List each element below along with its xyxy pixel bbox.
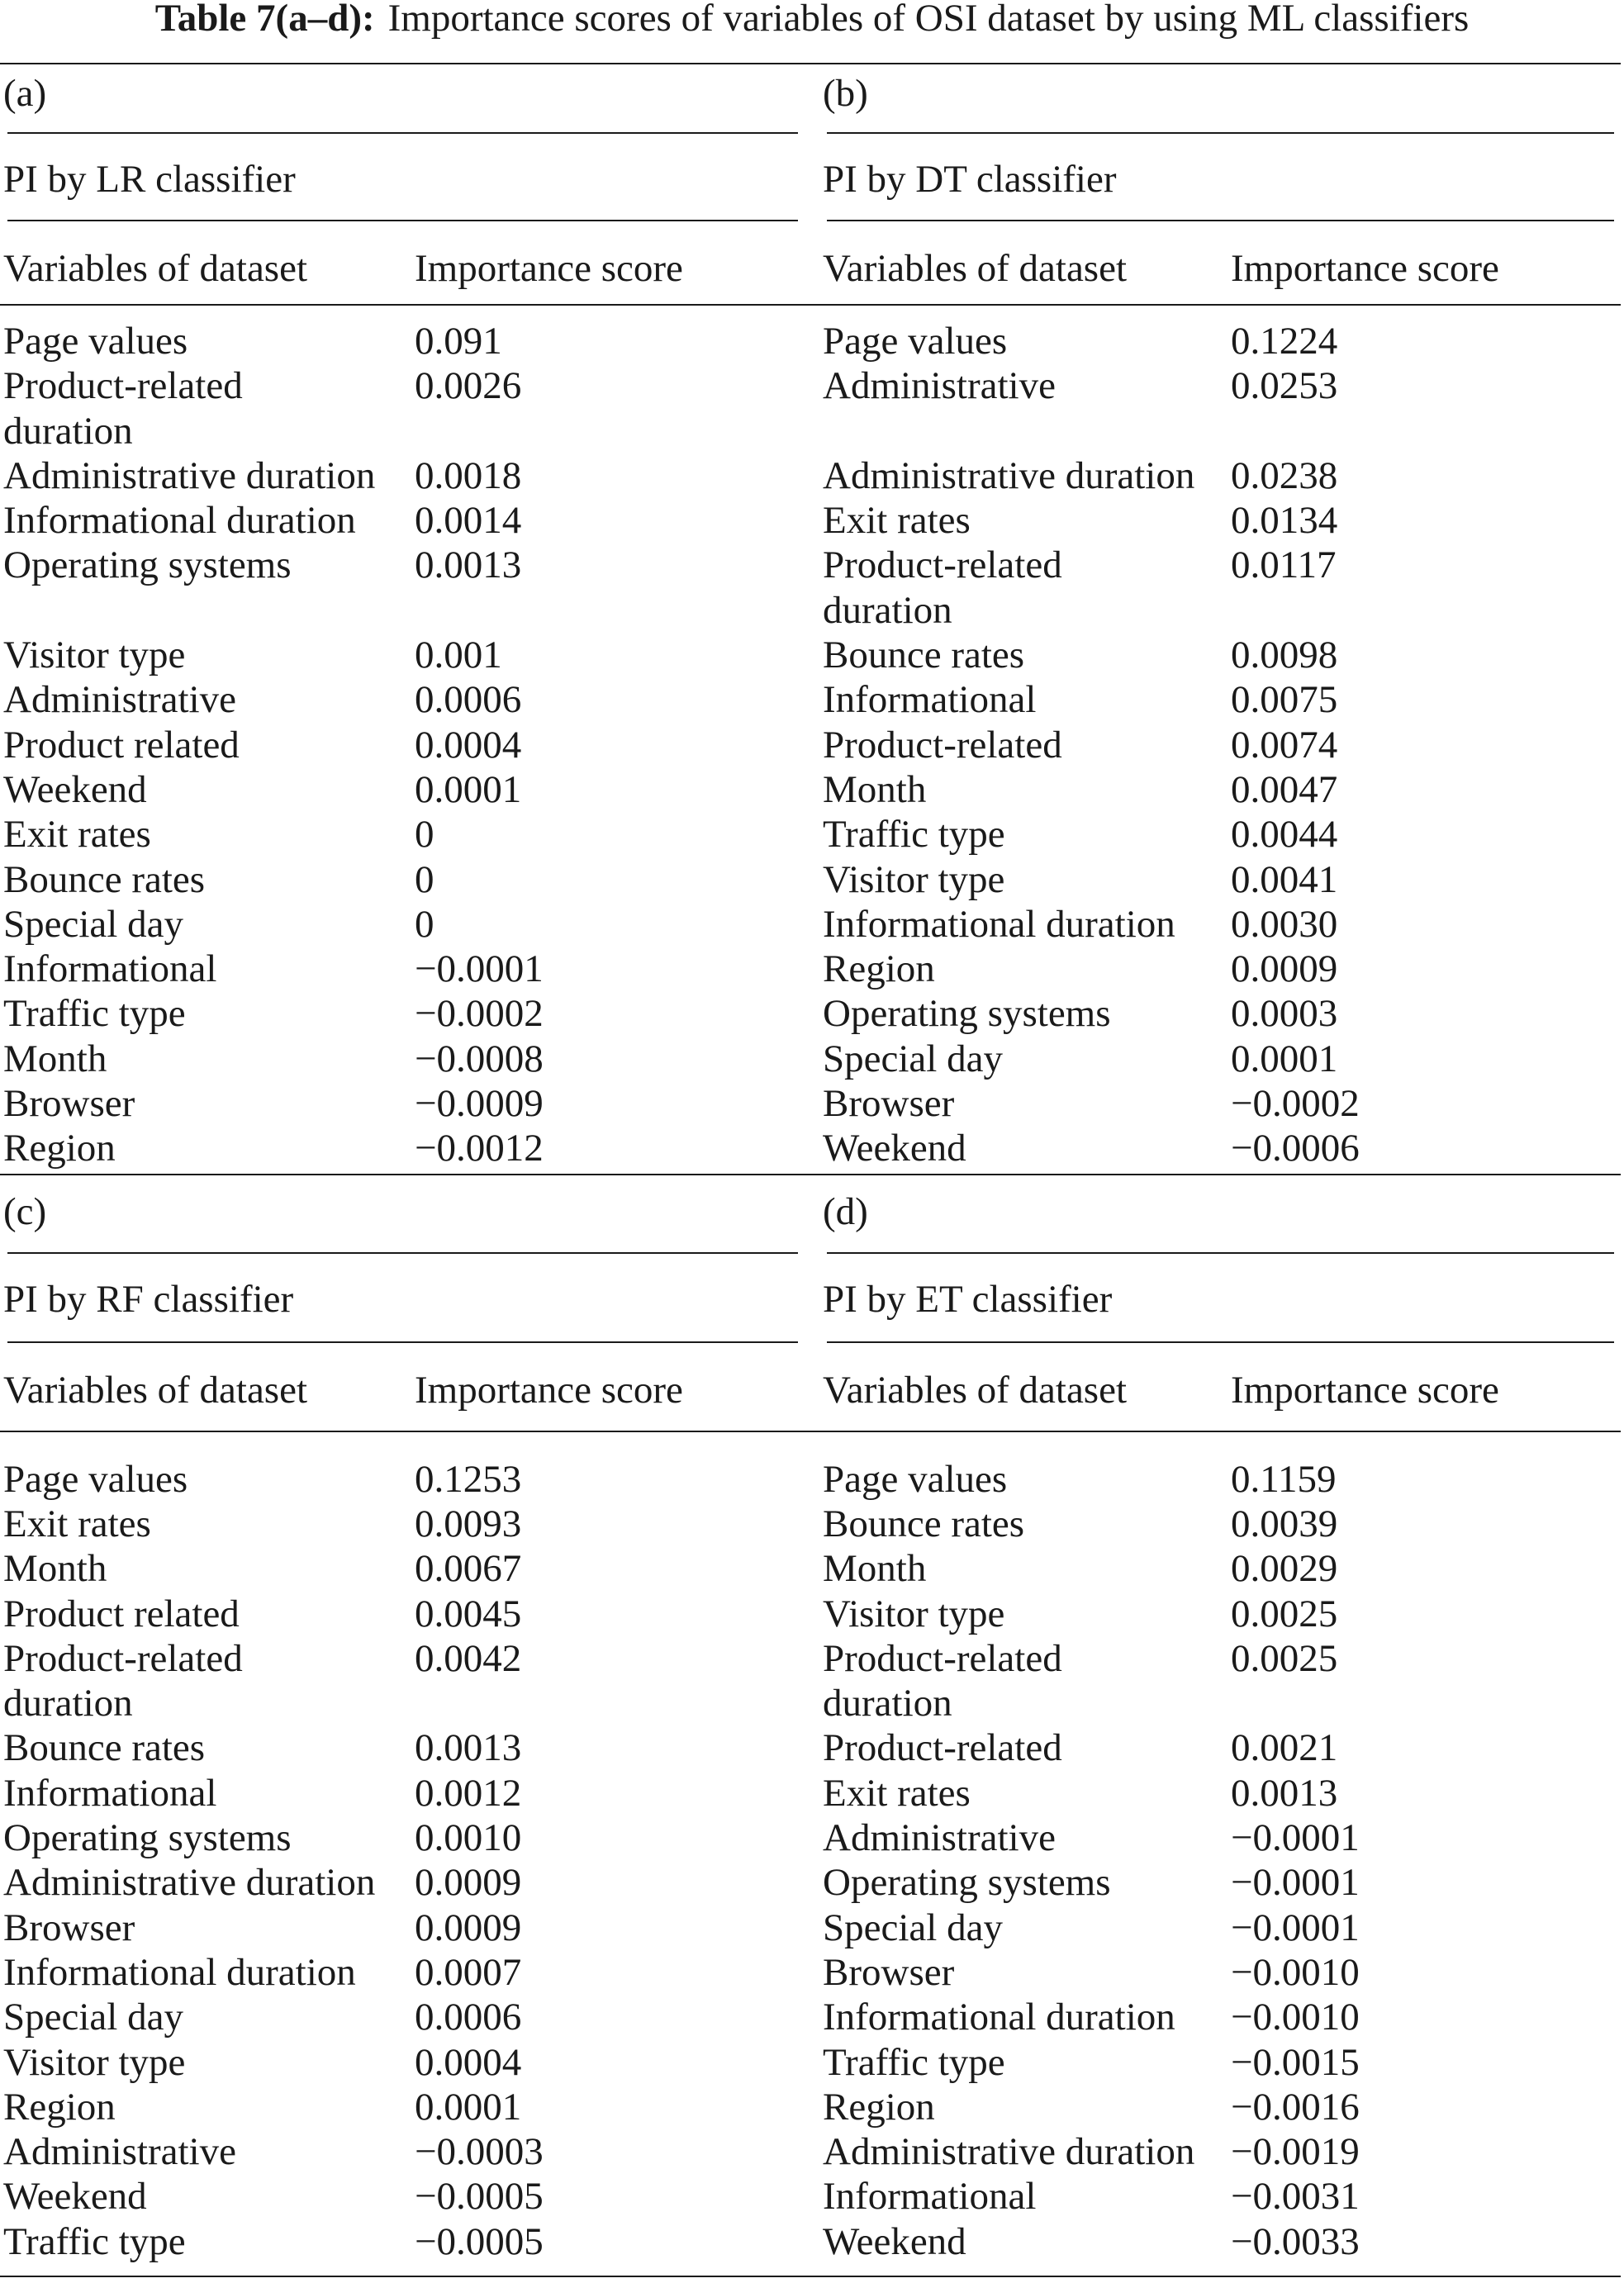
half-rule-right xyxy=(827,220,1614,221)
variable-cell: Informational xyxy=(823,678,1037,722)
table-row xyxy=(0,1502,1624,1546)
score-cell: 0.0001 xyxy=(1231,1037,1338,1080)
variable-cell: Month xyxy=(3,1547,107,1591)
column-header-variables: Variables of dataset xyxy=(823,247,1128,290)
score-cell: 0.0253 xyxy=(1231,364,1338,408)
column-header-score: Importance score xyxy=(415,247,683,290)
table-row xyxy=(0,319,1624,363)
score-cell: 0.0075 xyxy=(1231,678,1338,722)
table-row xyxy=(0,723,1624,767)
half-rule-row xyxy=(0,1341,1624,1343)
score-cell: 0.0025 xyxy=(1231,1592,1338,1635)
score-cell: −0.0001 xyxy=(1231,1816,1360,1860)
score-cell: 0 xyxy=(415,857,434,901)
table-row xyxy=(0,1725,1624,1770)
variable-cell: Special day xyxy=(823,1037,1003,1080)
score-cell: 0.0013 xyxy=(1231,1771,1338,1815)
score-cell: −0.0010 xyxy=(1231,1950,1360,1994)
variable-cell: Special day xyxy=(823,1906,1003,1949)
variable-cell: Product related xyxy=(3,723,240,767)
score-cell: −0.0009 xyxy=(415,1082,544,1126)
panel-title-row xyxy=(0,1277,1624,1322)
variable-cell: Administrative xyxy=(3,2130,236,2174)
score-cell: 0.0044 xyxy=(1231,813,1338,857)
column-header-score: Importance score xyxy=(415,1368,683,1412)
variable-cell: Weekend xyxy=(3,767,147,811)
score-cell: 0.0025 xyxy=(1231,1636,1338,1680)
variable-cell: Bounce rates xyxy=(823,1502,1025,1545)
variable-cell: Exit rates xyxy=(823,499,971,543)
bottom-rule xyxy=(0,2276,1621,2277)
half-rule-right xyxy=(827,1341,1614,1343)
table-row xyxy=(0,1906,1624,1950)
score-cell: 0.0039 xyxy=(1231,1502,1338,1545)
variable-cell: Product related xyxy=(3,1592,240,1635)
variable-cell: Traffic type xyxy=(3,2219,186,2263)
score-cell: 0.0021 xyxy=(1231,1726,1338,1770)
middle-rule xyxy=(0,1174,1621,1175)
half-rule-left xyxy=(7,1341,798,1343)
score-cell: 0.0001 xyxy=(415,767,522,811)
score-cell: 0.0029 xyxy=(1231,1547,1338,1591)
panel-label-a: (a) xyxy=(3,72,47,115)
variable-cell: Product-related xyxy=(823,1726,1062,1770)
table-row xyxy=(0,947,1624,991)
score-cell: 0.0010 xyxy=(415,1816,522,1860)
variable-cell: Region xyxy=(823,947,935,991)
half-rule-left xyxy=(7,220,798,221)
score-cell: 0.0013 xyxy=(415,543,522,587)
score-cell: 0.1159 xyxy=(1231,1457,1337,1501)
score-cell: −0.0012 xyxy=(415,1127,544,1170)
variable-cell: Visitor type xyxy=(3,2040,186,2084)
panel-label-d: (d) xyxy=(823,1189,868,1233)
score-cell: −0.0002 xyxy=(1231,1082,1360,1126)
half-rule-right xyxy=(827,132,1614,134)
table-row xyxy=(0,1860,1624,1905)
score-cell: 0.0067 xyxy=(415,1547,522,1591)
table-row xyxy=(0,1950,1624,1995)
score-cell: −0.0010 xyxy=(1231,1996,1360,2039)
variable-cell: Operating systems xyxy=(823,1861,1111,1905)
variable-cell: Traffic type xyxy=(3,992,186,1036)
variable-cell: Browser xyxy=(823,1950,955,1994)
score-cell: 0.0014 xyxy=(415,499,522,543)
table-row xyxy=(0,991,1624,1036)
variable-cell: Bounce rates xyxy=(3,857,206,901)
score-cell: 0.0047 xyxy=(1231,767,1338,811)
score-cell: 0 xyxy=(415,902,434,946)
score-cell: 0.0134 xyxy=(1231,499,1338,543)
variable-cell: Month xyxy=(3,1037,107,1080)
variable-cell: Operating systems xyxy=(3,1816,292,1860)
table-row xyxy=(0,812,1624,857)
variable-cell: Operating systems xyxy=(3,543,292,587)
table-row xyxy=(0,1636,1624,1726)
header-rule xyxy=(0,1431,1621,1432)
score-cell: 0.0003 xyxy=(1231,992,1338,1036)
panel-label-row xyxy=(0,1189,1624,1234)
panel-title-row xyxy=(0,157,1624,202)
variable-cell: Administrative duration xyxy=(3,1861,376,1905)
score-cell: −0.0001 xyxy=(415,947,544,991)
variable-cell: Traffic type xyxy=(823,2040,1005,2084)
score-cell: 0.0009 xyxy=(415,1906,522,1949)
variable-cell: Region xyxy=(823,2085,935,2129)
table-body-cd xyxy=(0,1457,1624,2264)
table-row xyxy=(0,1081,1624,1126)
score-cell: −0.0031 xyxy=(1231,2175,1360,2219)
table-row xyxy=(0,2129,1624,2174)
score-cell: 0.0238 xyxy=(1231,453,1338,497)
column-header-row xyxy=(0,246,1624,291)
variable-cell: Page values xyxy=(823,320,1008,363)
variable-cell: Informational duration xyxy=(823,902,1175,946)
variable-cell: Bounce rates xyxy=(3,1726,206,1770)
variable-cell: Product-related duration xyxy=(823,543,1062,632)
variable-cell: Weekend xyxy=(823,1127,966,1170)
score-cell: 0.0004 xyxy=(415,723,522,767)
variable-cell: Informational duration xyxy=(823,1996,1175,2039)
table-row xyxy=(0,1126,1624,1170)
column-header-variables: Variables of dataset xyxy=(3,247,308,290)
table-row xyxy=(0,902,1624,947)
table-caption-text: Importance scores of variables of OSI dataset by using ML classifiers xyxy=(387,0,1470,40)
score-cell: −0.0008 xyxy=(415,1037,544,1080)
variable-cell: Exit rates xyxy=(823,1771,971,1815)
variable-cell: Page values xyxy=(3,320,188,363)
variable-cell: Product-related xyxy=(823,723,1062,767)
column-header-score: Importance score xyxy=(1231,1368,1499,1412)
table-row xyxy=(0,1546,1624,1591)
variable-cell: Informational xyxy=(823,2175,1037,2219)
variable-cell: Administrative duration xyxy=(3,453,376,497)
variable-cell: Weekend xyxy=(823,2219,966,2263)
score-cell: −0.0019 xyxy=(1231,2130,1360,2174)
score-cell: −0.0003 xyxy=(415,2130,544,2174)
variable-cell: Product-related duration xyxy=(3,364,243,453)
score-cell: 0.0018 xyxy=(415,453,522,497)
score-cell: 0.0001 xyxy=(415,2085,522,2129)
table-row xyxy=(0,543,1624,633)
score-cell: −0.0016 xyxy=(1231,2085,1360,2129)
variable-cell: Product-related duration xyxy=(823,1636,1062,1725)
panel-title-b: PI by DT classifier xyxy=(823,158,1117,201)
score-cell: 0.0006 xyxy=(415,678,522,722)
table-row xyxy=(0,1771,1624,1815)
variable-cell: Operating systems xyxy=(823,992,1111,1036)
score-cell: 0.1224 xyxy=(1231,320,1338,363)
variable-cell: Browser xyxy=(3,1082,135,1126)
score-cell: 0 xyxy=(415,813,434,857)
column-header-score: Importance score xyxy=(1231,247,1499,290)
half-rule-left xyxy=(7,132,798,134)
table-row xyxy=(0,2219,1624,2264)
score-cell: 0.0009 xyxy=(1231,947,1338,991)
variable-cell: Exit rates xyxy=(3,813,151,857)
variable-cell: Browser xyxy=(3,1906,135,1949)
score-cell: 0.0012 xyxy=(415,1771,522,1815)
column-header-variables: Variables of dataset xyxy=(3,1368,308,1412)
half-rule-row xyxy=(0,1252,1624,1254)
table-row xyxy=(0,363,1624,453)
score-cell: 0.0041 xyxy=(1231,857,1338,901)
score-cell: 0.1253 xyxy=(415,1457,522,1501)
score-cell: 0.091 xyxy=(415,320,502,363)
variable-cell: Page values xyxy=(3,1457,188,1501)
variable-cell: Visitor type xyxy=(823,1592,1005,1635)
panel-title-c: PI by RF classifier xyxy=(3,1277,294,1321)
score-cell: 0.0006 xyxy=(415,1996,522,2039)
table-row xyxy=(0,633,1624,677)
score-cell: 0.0007 xyxy=(415,1950,522,1994)
table-caption-label: Table 7(a–d): xyxy=(154,0,375,40)
panel-title-a: PI by LR classifier xyxy=(3,158,296,201)
variable-cell: Administrative duration xyxy=(823,2130,1195,2174)
table-row xyxy=(0,1457,1624,1502)
column-header-row xyxy=(0,1368,1624,1412)
variable-cell: Visitor type xyxy=(3,634,186,677)
score-cell: 0.001 xyxy=(415,634,502,677)
table-row xyxy=(0,2040,1624,2085)
score-cell: −0.0033 xyxy=(1231,2219,1360,2263)
variable-cell: Browser xyxy=(823,1082,955,1126)
variable-cell: Administrative duration xyxy=(823,453,1195,497)
panel-label-row xyxy=(0,71,1624,116)
score-cell: 0.0004 xyxy=(415,2040,522,2084)
score-cell: −0.0002 xyxy=(415,992,544,1036)
variable-cell: Bounce rates xyxy=(823,634,1025,677)
table-row xyxy=(0,1592,1624,1636)
score-cell: 0.0013 xyxy=(415,1726,522,1770)
variable-cell: Special day xyxy=(3,1996,183,2039)
variable-cell: Special day xyxy=(3,902,183,946)
table-row xyxy=(0,453,1624,498)
variable-cell: Informational duration xyxy=(3,1950,356,1994)
variable-cell: Administrative xyxy=(823,364,1056,408)
table-row xyxy=(0,677,1624,722)
table-row xyxy=(0,1815,1624,1860)
half-rule-row xyxy=(0,220,1624,221)
score-cell: 0.0098 xyxy=(1231,634,1338,677)
variable-cell: Product-related duration xyxy=(3,1636,243,1725)
score-cell: −0.0001 xyxy=(1231,1861,1360,1905)
score-cell: −0.0005 xyxy=(415,2219,544,2263)
score-cell: 0.0009 xyxy=(415,1861,522,1905)
header-rule xyxy=(0,304,1621,306)
table-row xyxy=(0,857,1624,902)
variable-cell: Administrative xyxy=(823,1816,1056,1860)
panel-label-b: (b) xyxy=(823,72,868,115)
column-header-variables: Variables of dataset xyxy=(823,1368,1128,1412)
score-cell: 0.0045 xyxy=(415,1592,522,1635)
variable-cell: Month xyxy=(823,1547,927,1591)
table-row xyxy=(0,1995,1624,2039)
variable-cell: Visitor type xyxy=(823,857,1005,901)
score-cell: 0.0074 xyxy=(1231,723,1338,767)
score-cell: −0.0006 xyxy=(1231,1127,1360,1170)
table-caption xyxy=(0,0,1624,40)
table-body-ab xyxy=(0,319,1624,1171)
score-cell: 0.0026 xyxy=(415,364,522,408)
score-cell: −0.0005 xyxy=(415,2175,544,2219)
variable-cell: Region xyxy=(3,2085,116,2129)
top-rule xyxy=(0,63,1621,64)
variable-cell: Administrative xyxy=(3,678,236,722)
table-row xyxy=(0,767,1624,812)
variable-cell: Weekend xyxy=(3,2175,147,2219)
variable-cell: Region xyxy=(3,1127,116,1170)
half-rule-right xyxy=(827,1252,1614,1254)
half-rule-left xyxy=(7,1252,798,1254)
score-cell: 0.0042 xyxy=(415,1636,522,1680)
variable-cell: Informational xyxy=(3,947,217,991)
variable-cell: Exit rates xyxy=(3,1502,151,1545)
score-cell: 0.0093 xyxy=(415,1502,522,1545)
variable-cell: Month xyxy=(823,767,927,811)
panel-label-c: (c) xyxy=(3,1189,47,1233)
half-rule-row xyxy=(0,132,1624,134)
table-row xyxy=(0,2085,1624,2129)
variable-cell: Informational xyxy=(3,1771,217,1815)
score-cell: −0.0001 xyxy=(1231,1906,1360,1949)
panel-title-d: PI by ET classifier xyxy=(823,1277,1113,1321)
table-row xyxy=(0,2174,1624,2219)
table-row xyxy=(0,498,1624,543)
table-row xyxy=(0,1037,1624,1081)
variable-cell: Traffic type xyxy=(823,813,1005,857)
variable-cell: Informational duration xyxy=(3,499,356,543)
variable-cell: Page values xyxy=(823,1457,1008,1501)
score-cell: 0.0117 xyxy=(1231,543,1337,587)
score-cell: −0.0015 xyxy=(1231,2040,1360,2084)
score-cell: 0.0030 xyxy=(1231,902,1338,946)
